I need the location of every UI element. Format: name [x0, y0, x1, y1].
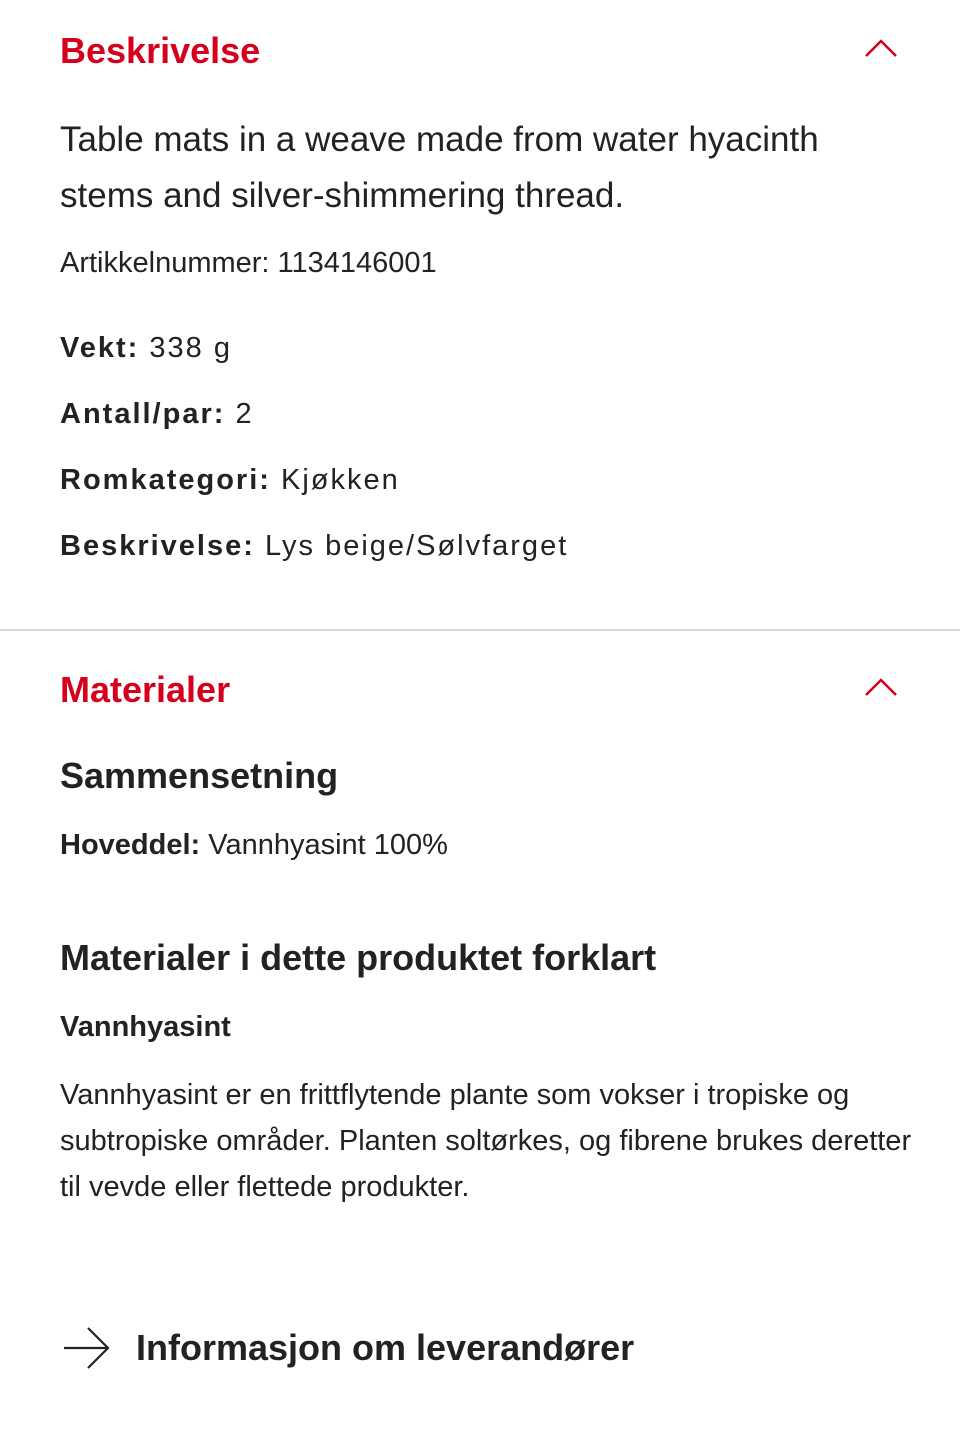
materials-explained-heading: Materialer i dette produktet forklart: [60, 937, 657, 978]
attribute-value: 2: [235, 398, 254, 430]
composition-heading: Sammensetning: [60, 755, 339, 796]
attribute-weight: [60, 332, 232, 365]
arrow-right-icon: [60, 1321, 114, 1375]
attribute-key: Romkategori:: [60, 464, 271, 496]
supplier-info-link[interactable]: [60, 1318, 634, 1378]
attribute-key: Vekt:: [60, 332, 140, 364]
material-explanation: Vannhyasint er en frittflytende plante som vokser i tropiske og subtropiske områder. Planten soltørkes, og fibrene brukes deretter til vevde eller flettede produkter.: [60, 1079, 912, 1203]
description-section-title: Beskrivelse: [60, 30, 261, 71]
attribute-value: Lys beige/Sølvfarget: [264, 530, 569, 562]
attribute-room-category: [60, 464, 400, 497]
product-description: Table mats in a weave made from water hyacinth stems and silver-shimmering thread.: [60, 120, 819, 215]
collapse-description-button[interactable]: [864, 38, 898, 58]
attribute-value: Kjøkken: [280, 464, 400, 496]
material-name: Vannhyasint: [60, 1011, 231, 1043]
supplier-info-label: Informasjon om leverandører: [136, 1327, 635, 1368]
article-number: Artikkelnummer: 1134146001: [60, 247, 437, 279]
main-part-composition: [60, 829, 448, 862]
attribute-key: Beskrivelse:: [60, 530, 255, 562]
collapse-materials-button[interactable]: [864, 677, 898, 697]
chevron-up-icon: [864, 677, 898, 697]
attribute-value: 338 g: [149, 332, 232, 364]
section-divider: [0, 629, 960, 631]
attribute-quantity: [60, 398, 254, 431]
attribute-key: Antall/par:: [60, 398, 226, 430]
main-part-key: Hoveddel:: [60, 829, 201, 861]
attribute-color-description: [60, 530, 568, 563]
chevron-up-icon: [864, 38, 898, 58]
materials-section-title: Materialer: [60, 669, 231, 710]
main-part-value: Vannhyasint 100%: [208, 829, 448, 861]
